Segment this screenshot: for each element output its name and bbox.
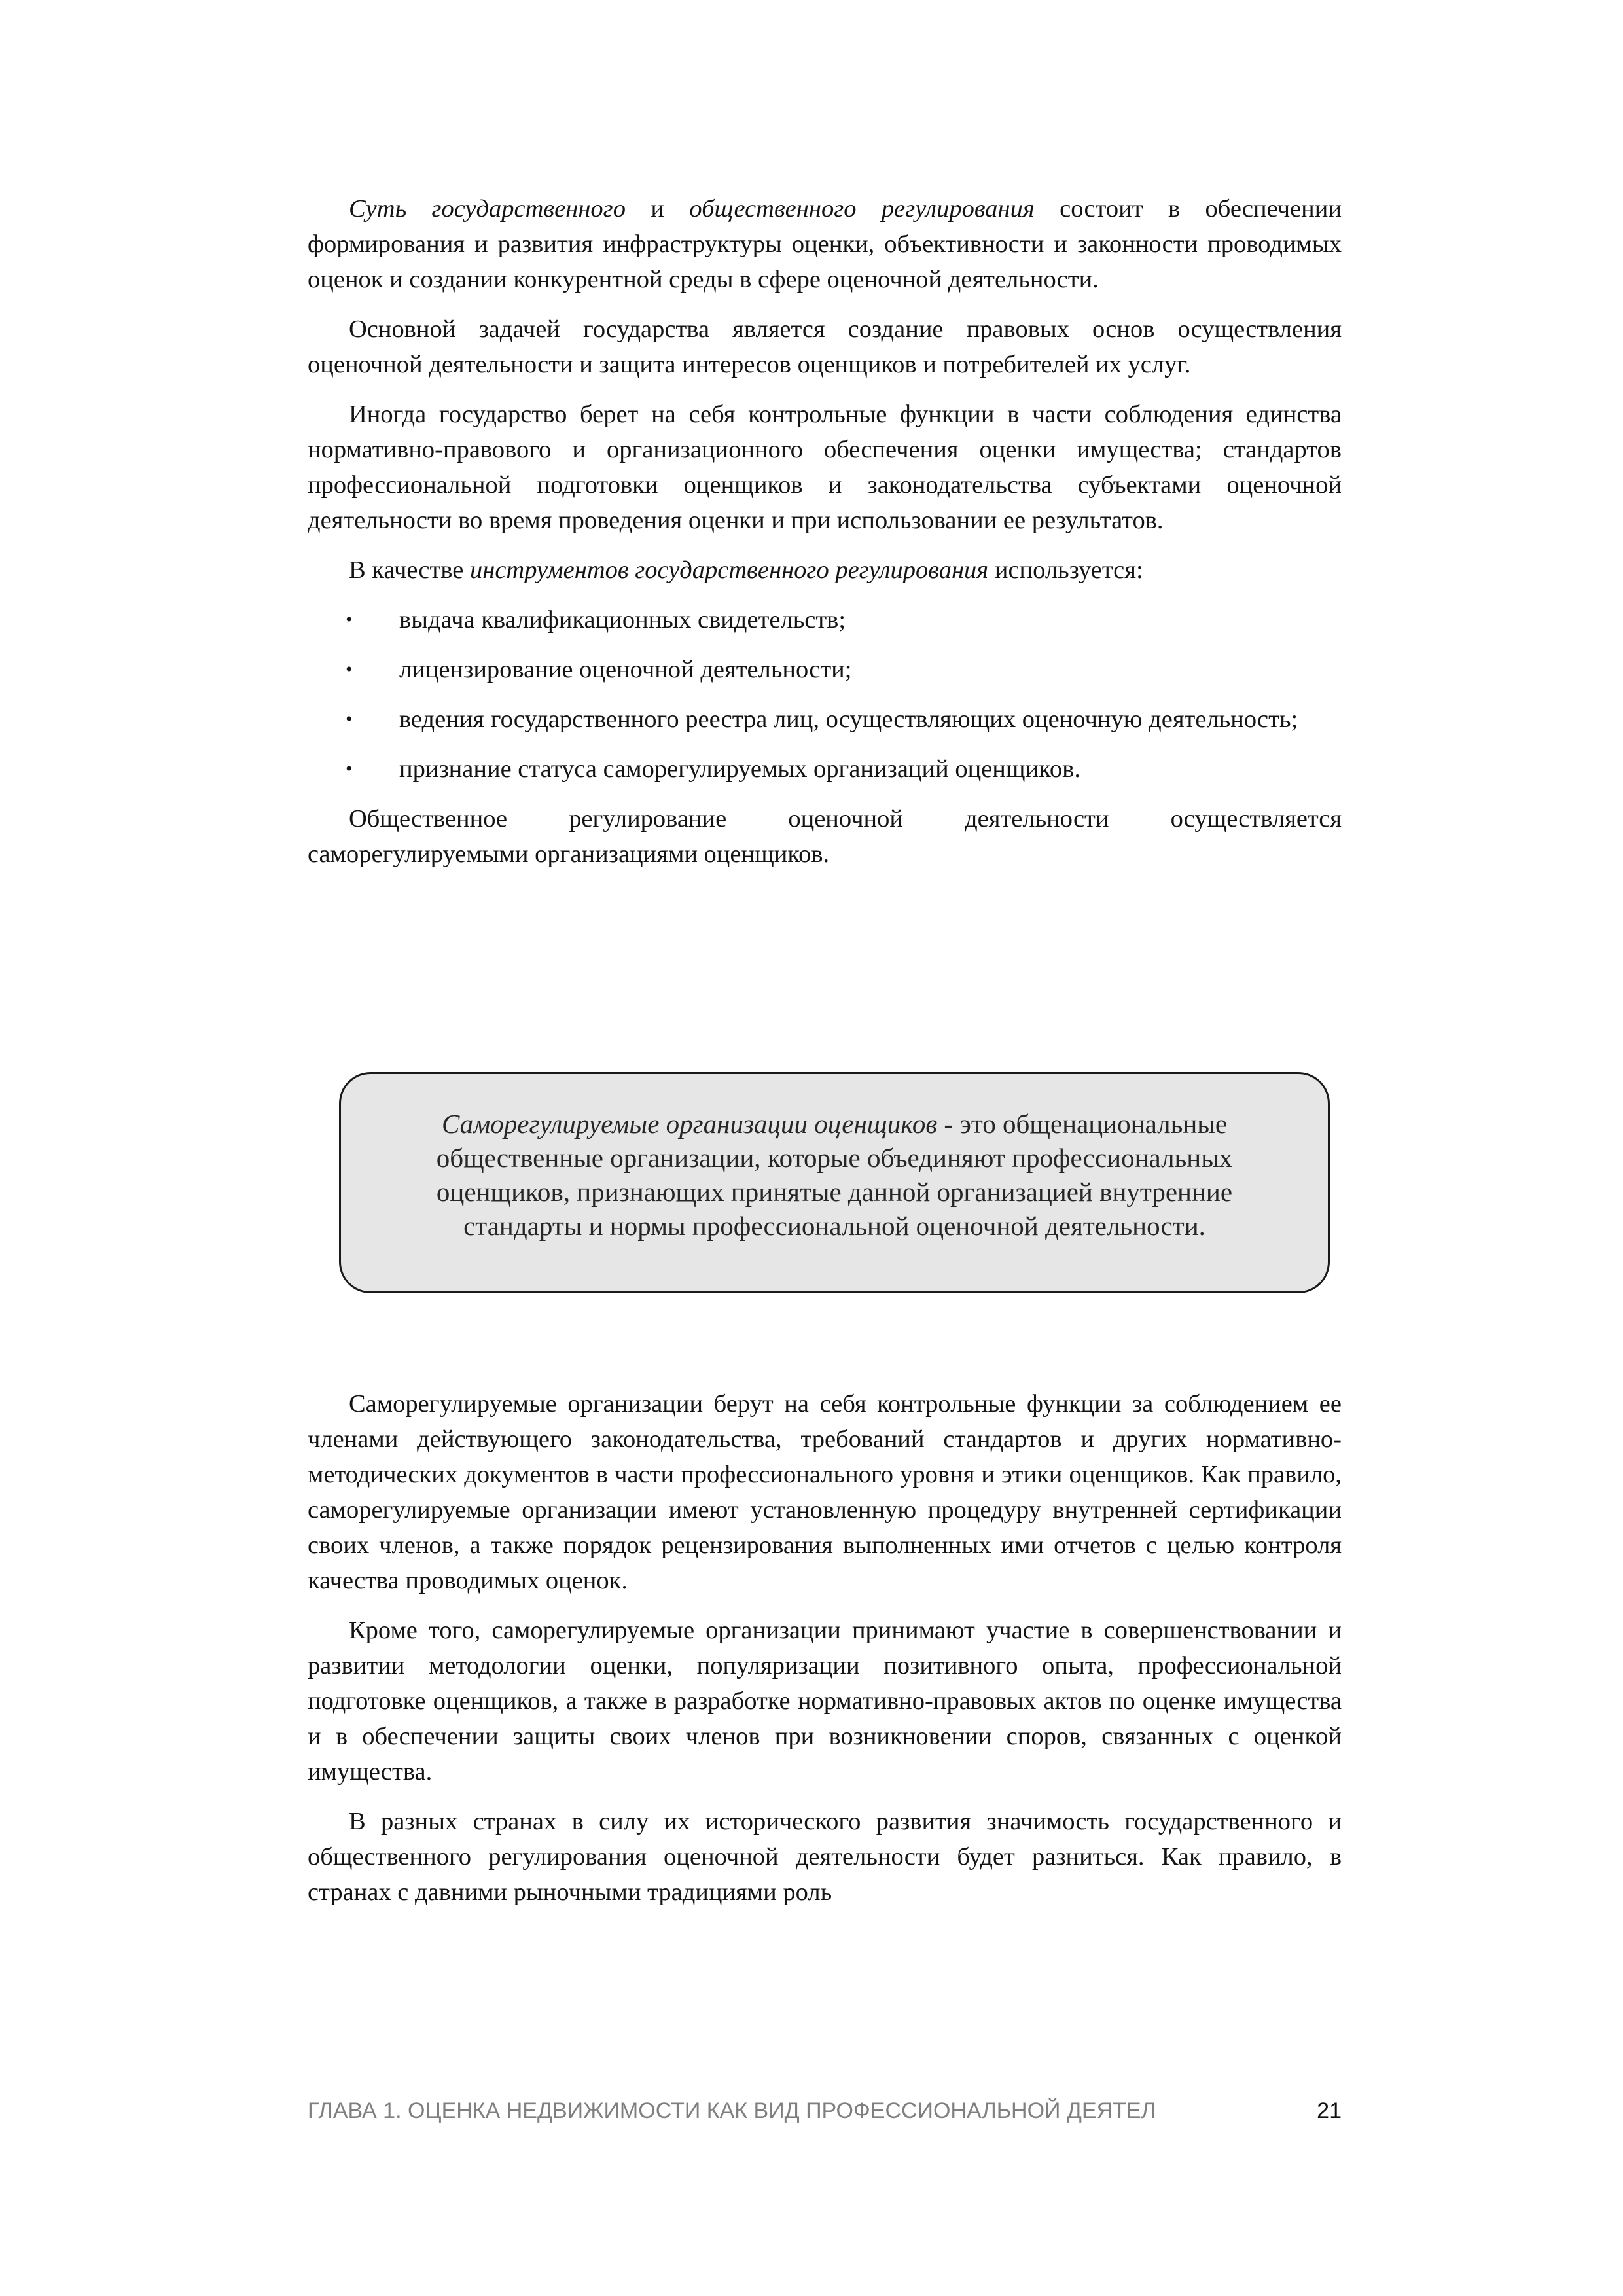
instruments-intro-before: В качестве	[349, 556, 470, 584]
definition-callout-box	[339, 1072, 1330, 1293]
page-footer	[308, 2097, 1342, 2125]
paragraph-essence-of-regulation	[308, 191, 1342, 297]
bullet-icon: •	[346, 758, 353, 780]
italic-term-state-regulation: Суть государственного	[349, 195, 626, 223]
upper-text-block	[308, 191, 1342, 886]
callout-definition: - это общенациональные общественные организации, которые объединяют профессиональных оценщиков, признающих принятые данной организацией внутренние стандарты и нормы профессиональной оценочной деятельности.	[436, 1109, 1233, 1241]
paragraph-state-task: Основной задачей государства является создание правовых основ осуществления оценочной деятельности и защита интересов оценщиков и потребителей их услуг.	[308, 315, 1342, 378]
paragraph-instruments-intro	[308, 552, 1342, 588]
paragraph-control-functions: Иногда государство берет на себя контрольные функции в части соблюдения единства нормативно-правового и организационного обеспечения оценки имущества; стандартов профессиональной подготовки оценщиков и законодательства субъектами оценочной деятельности во время проведения оценки и при использовании ее результатов.	[308, 401, 1342, 534]
running-title: ГЛАВА 1. ОЦЕНКА НЕДВИЖИМОСТИ КАК ВИД ПРОФЕССИОНАЛЬНОЙ ДЕЯТЕЛ	[308, 2098, 1156, 2123]
list-item	[308, 702, 1342, 737]
instruments-intro-after: используется:	[988, 556, 1143, 584]
instruments-bullet-list	[308, 602, 1342, 787]
bullet-icon: •	[346, 658, 353, 680]
list-item-text: ведения государственного реестра лиц, осуществляющих оценочную деятельность;	[399, 706, 1298, 733]
list-item	[308, 652, 1342, 687]
bullet-icon: •	[346, 708, 353, 730]
paragraph-essence-rest: состоит в обеспечении формирования и развития инфраструктуры оценки, объективности и законности проводимых оценок и создании конкурентной среды в сфере оценочной деятельности.	[308, 195, 1342, 293]
paragraph-countries: В разных странах в силу их исторического развития значимость государственного и общественного регулирования оценочной деятельности будет разниться. Как правило, в странах с давними рыночными традициями роль	[308, 1808, 1342, 1906]
bullet-icon: •	[346, 609, 353, 630]
paragraph-sro-control: Саморегулируемые организации берут на себя контрольные функции за соблюдением ее членами действующего законодательства, требований стандартов и других нормативно-методических документов в части профессионального уровня и этики оценщиков. Как правило, саморегулируемые организации имеют установленную процедуру внутренней сертификации своих членов, а также порядок рецензирования выполненных ими отчетов с целью контроля качества проводимых оценок.	[308, 1390, 1342, 1594]
italic-term-instruments: инструментов государственного регулирования	[469, 556, 989, 584]
lower-text-block	[308, 1386, 1342, 1924]
italic-term-public-regulation: общественного регулирования	[689, 195, 1035, 223]
paragraph-public-regulation: Общественное регулирование оценочной деятельности осуществляется саморегулируемыми организациями оценщиков.	[308, 805, 1342, 868]
conjunction-text: и	[625, 195, 690, 223]
list-item	[308, 602, 1342, 637]
callout-term: Саморегулируемые организации оценщиков	[441, 1109, 938, 1139]
page-number: 21	[1317, 2098, 1342, 2123]
list-item-text: выдача квалификационных свидетельств;	[399, 606, 846, 634]
list-item-text: лицензирование оценочной деятельности;	[399, 656, 852, 683]
list-item-text: признание статуса саморегулируемых организаций оценщиков.	[399, 755, 1080, 783]
list-item	[308, 751, 1342, 787]
paragraph-sro-participation: Кроме того, саморегулируемые организации принимают участие в совершенствовании и развитии методологии оценки, популяризации позитивного опыта, профессиональной подготовке оценщиков, а также в разработке нормативно-правовых актов по оценке имущества и в обеспечении защиты своих членов при возникновении споров, связанных с оценкой имущества.	[308, 1617, 1342, 1785]
